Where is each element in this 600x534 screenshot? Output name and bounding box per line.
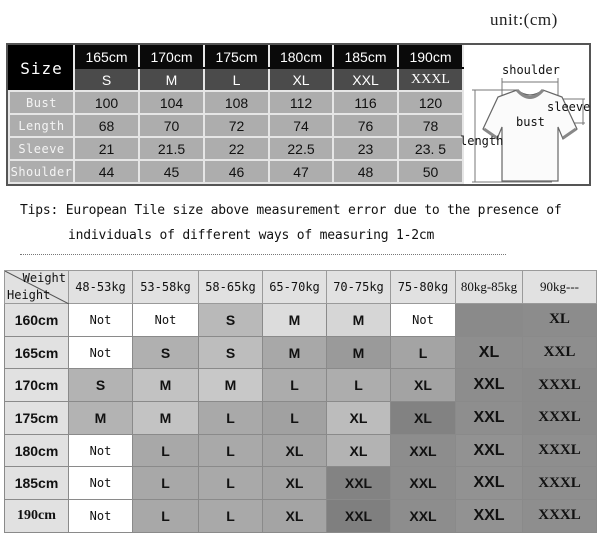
size-chart-row — [5, 336, 597, 369]
size-cell: L — [327, 369, 391, 402]
size-cell: L — [263, 369, 327, 402]
tips-line-2: individuals of different ways of measuring 1-2cm — [68, 228, 435, 243]
size-cell: Not — [69, 434, 133, 467]
size-cell: XL — [263, 434, 327, 467]
row-label: Length — [9, 114, 74, 137]
size-cell: L — [199, 402, 263, 435]
size-cell: XXXL — [523, 369, 597, 402]
size-cell: M — [133, 402, 199, 435]
weight-header: 70-75kg — [327, 271, 391, 304]
height-row-header: 165cm — [5, 336, 69, 369]
value-cell: 74 — [269, 114, 333, 137]
size-cell: XXL — [327, 467, 391, 500]
measurement-row-bust — [9, 91, 463, 114]
sleeve-label: sleeve — [547, 100, 591, 114]
height-header: 180cm — [269, 46, 333, 68]
weight-header: 90kg--- — [523, 271, 597, 304]
value-cell: 100 — [74, 91, 139, 114]
size-cell: XXXL — [523, 434, 597, 467]
size-cell: XXL — [456, 467, 523, 500]
height-row-header: 190cm — [5, 500, 69, 533]
measurement-table — [8, 45, 464, 184]
unit-label: unit:(cm) — [490, 10, 558, 29]
row-label: Shoulder — [9, 160, 74, 183]
value-cell: 108 — [204, 91, 269, 114]
size-cell: M — [263, 336, 327, 369]
size-cell: XXL — [391, 434, 456, 467]
size-cell: S — [199, 336, 263, 369]
shoulder-label: shoulder — [502, 63, 560, 77]
weight-header: 58-65kg — [199, 271, 263, 304]
size-cell: XXL — [391, 500, 456, 533]
value-cell: 50 — [398, 160, 463, 183]
size-header: Size — [9, 46, 74, 91]
measurement-row-length — [9, 114, 463, 137]
height-header: 170cm — [139, 46, 204, 68]
size-cell: S — [199, 304, 263, 337]
size-cell: M — [327, 336, 391, 369]
size-cell: XXL — [456, 500, 523, 533]
size-chart-row — [5, 369, 597, 402]
size-chart-row — [5, 500, 597, 533]
size-cell: XXL — [327, 500, 391, 533]
size-cell: L — [133, 500, 199, 533]
size-label: S — [74, 68, 139, 91]
value-cell: 104 — [139, 91, 204, 114]
size-cell: Not — [69, 500, 133, 533]
measurement-row-shoulder — [9, 160, 463, 183]
size-cell: XL — [263, 467, 327, 500]
weight-header: 48-53kg — [69, 271, 133, 304]
size-cell: XXL — [523, 336, 597, 369]
value-cell: 45 — [139, 160, 204, 183]
height-row-header: 185cm — [5, 467, 69, 500]
value-cell: 48 — [333, 160, 398, 183]
value-cell: 21.5 — [139, 137, 204, 160]
weight-header: 53-58kg — [133, 271, 199, 304]
size-chart-table — [4, 270, 597, 533]
tips-line-1: Tips: European Tile size above measurement error due to the presence of — [20, 203, 562, 218]
height-header: 175cm — [204, 46, 269, 68]
size-cell: S — [69, 369, 133, 402]
height-row-header: 180cm — [5, 434, 69, 467]
size-cell: XXL — [456, 402, 523, 435]
height-header: 185cm — [333, 46, 398, 68]
size-cell: Not — [391, 304, 456, 337]
value-cell: 76 — [333, 114, 398, 137]
value-cell: 70 — [139, 114, 204, 137]
height-row-header: 160cm — [5, 304, 69, 337]
size-cell: L — [391, 336, 456, 369]
row-label: Bust — [9, 91, 74, 114]
size-cell: Not — [133, 304, 199, 337]
size-cell: XXL — [456, 369, 523, 402]
size-cell — [456, 304, 523, 337]
size-cell: L — [199, 467, 263, 500]
weight-axis-label: Weight — [22, 271, 66, 285]
size-cell: L — [133, 467, 199, 500]
value-cell: 22 — [204, 137, 269, 160]
size-cell: XXXL — [523, 402, 597, 435]
size-cell: XL — [327, 434, 391, 467]
value-cell: 68 — [74, 114, 139, 137]
size-cell: M — [69, 402, 133, 435]
height-header: 165cm — [74, 46, 139, 68]
size-cell: S — [133, 336, 199, 369]
size-label: M — [139, 68, 204, 91]
size-cell: XL — [523, 304, 597, 337]
size-cell: L — [199, 500, 263, 533]
value-cell: 23 — [333, 137, 398, 160]
height-row-header: 170cm — [5, 369, 69, 402]
size-cell: XL — [391, 402, 456, 435]
size-cell: L — [199, 434, 263, 467]
size-cell: XXXL — [523, 467, 597, 500]
value-cell: 120 — [398, 91, 463, 114]
size-cell: L — [263, 402, 327, 435]
size-chart-row — [5, 304, 597, 337]
size-cell: M — [199, 369, 263, 402]
value-cell: 47 — [269, 160, 333, 183]
value-cell: 112 — [269, 91, 333, 114]
size-chart-row — [5, 434, 597, 467]
weight-height-corner — [5, 271, 69, 304]
measurement-row-sleeve — [9, 137, 463, 160]
size-cell: XXXL — [523, 500, 597, 533]
tshirt-diagram — [462, 45, 589, 184]
size-cell: L — [133, 434, 199, 467]
size-cell: M — [327, 304, 391, 337]
size-label: XXXL — [398, 68, 463, 91]
height-axis-label: Height — [7, 288, 51, 302]
length-label: length — [460, 134, 504, 148]
dotted-divider — [20, 254, 506, 255]
size-cell: XL — [456, 336, 523, 369]
size-cell: M — [133, 369, 199, 402]
size-cell: Not — [69, 304, 133, 337]
size-cell: Not — [69, 336, 133, 369]
weight-header: 65-70kg — [263, 271, 327, 304]
value-cell: 44 — [74, 160, 139, 183]
value-cell: 21 — [74, 137, 139, 160]
height-row-header: 175cm — [5, 402, 69, 435]
tips-note — [20, 198, 562, 248]
size-label: XL — [269, 68, 333, 91]
size-label: L — [204, 68, 269, 91]
value-cell: 72 — [204, 114, 269, 137]
size-label: XXL — [333, 68, 398, 91]
size-cell: XL — [391, 369, 456, 402]
weight-header: 80kg-85kg — [456, 271, 523, 304]
bust-label: bust — [516, 115, 545, 129]
size-cell: Not — [69, 467, 133, 500]
size-cell: XXL — [456, 434, 523, 467]
weight-header: 75-80kg — [391, 271, 456, 304]
size-chart-row — [5, 402, 597, 435]
row-label: Sleeve — [9, 137, 74, 160]
size-cell: XL — [327, 402, 391, 435]
size-cell: XXL — [391, 467, 456, 500]
value-cell: 116 — [333, 91, 398, 114]
value-cell: 23. 5 — [398, 137, 463, 160]
height-header: 190cm — [398, 46, 463, 68]
size-chart-row — [5, 467, 597, 500]
size-cell: XL — [263, 500, 327, 533]
size-cell: M — [263, 304, 327, 337]
value-cell: 46 — [204, 160, 269, 183]
value-cell: 78 — [398, 114, 463, 137]
value-cell: 22.5 — [269, 137, 333, 160]
